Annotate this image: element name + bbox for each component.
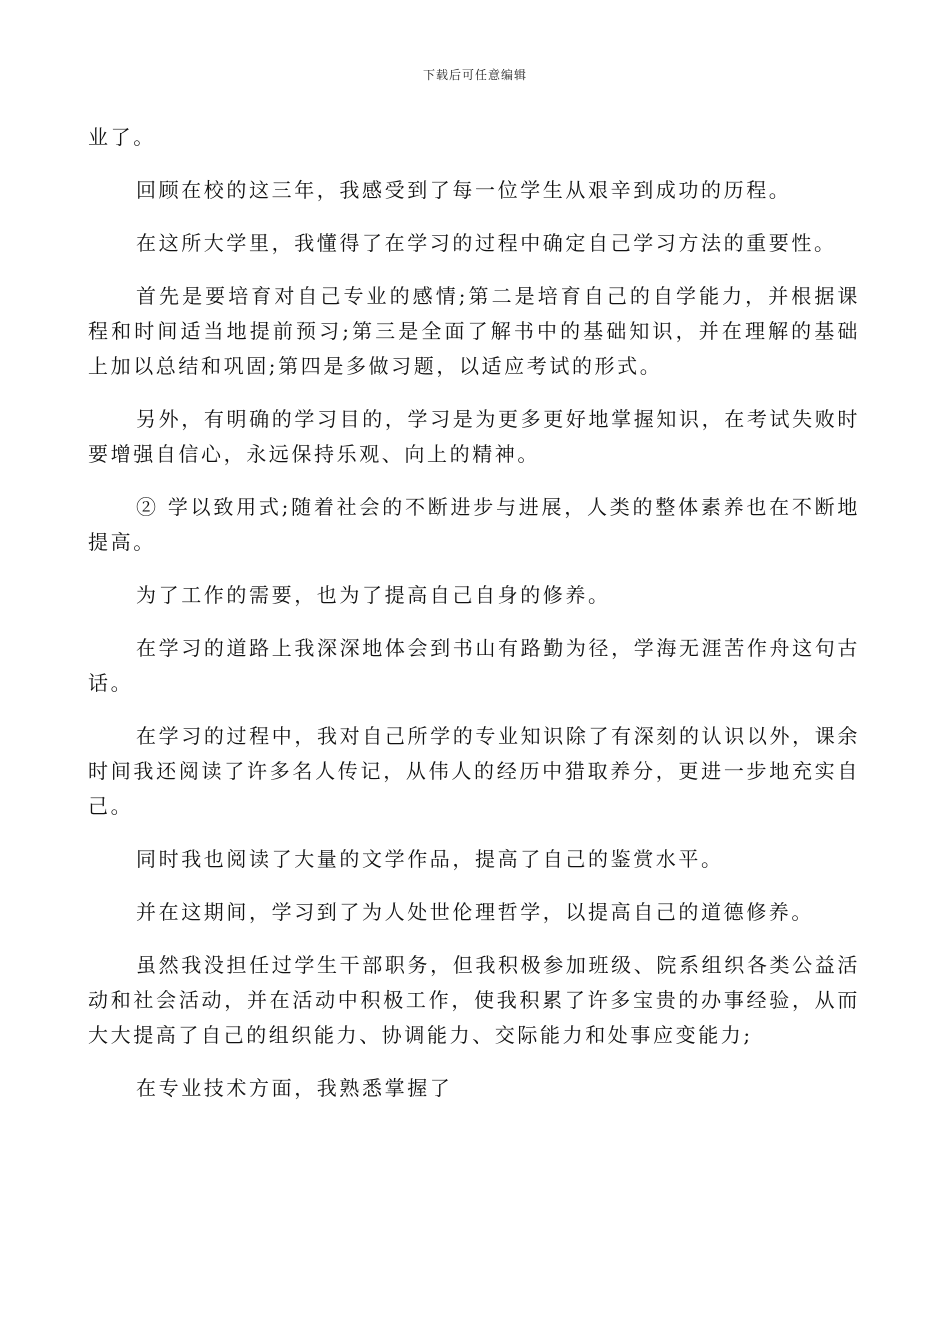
paragraph: 为了工作的需要，也为了提高自己自身的修养。 — [136, 583, 611, 607]
paragraph: 在学习的过程中，我对自己所学的专业知识除了有深刻的认识以外，课余时间我还阅读了许多名人传记，从伟人的经历中猎取养分，更进一步地充实自己。 — [88, 724, 860, 818]
paragraph: 业了。 — [88, 125, 156, 149]
paragraph: 并在这期间，学习到了为人处世伦理哲学，以提高自己的道德修养。 — [136, 900, 814, 924]
paragraph: 首先是要培育对自己专业的感情;第二是培育自己的自学能力，并根据课程和时间适当地提前预习;第三是全面了解书中的基础知识，并在理解的基础上加以总结和巩固;第四是多做习题，以适应考试的形式。 — [88, 284, 860, 378]
paragraph: ② 学以致用式;随着社会的不断进步与进展，人类的整体素养也在不断地提高。 — [88, 495, 860, 554]
paragraph: 同时我也阅读了大量的文学作品，提高了自己的鉴赏水平。 — [136, 847, 724, 871]
page-header: 下载后可任意编辑 — [422, 68, 527, 82]
paragraph: 在学习的道路上我深深地体会到书山有路勤为径，学海无涯苦作舟这句古话。 — [88, 636, 860, 695]
paragraph: 虽然我没担任过学生干部职务，但我积极参加班级、院系组织各类公益活动和社会活动，并在活动中积极工作，使我积累了许多宝贵的办事经验，从而大大提高了自己的组织能力、协调能力、交际能力和处事应变能力; — [88, 953, 860, 1047]
document-body — [88, 120, 860, 1124]
paragraph: 在这所大学里，我懂得了在学习的过程中确定自己学习方法的重要性。 — [136, 231, 837, 255]
paragraph: 在专业技术方面，我熟悉掌握了 — [136, 1076, 453, 1100]
paragraph: 回顾在校的这三年，我感受到了每一位学生从艰辛到成功的历程。 — [136, 178, 792, 202]
paragraph: 另外，有明确的学习目的，学习是为更多更好地掌握知识，在考试失败时要增强自信心，永远保持乐观、向上的精神。 — [88, 407, 860, 466]
